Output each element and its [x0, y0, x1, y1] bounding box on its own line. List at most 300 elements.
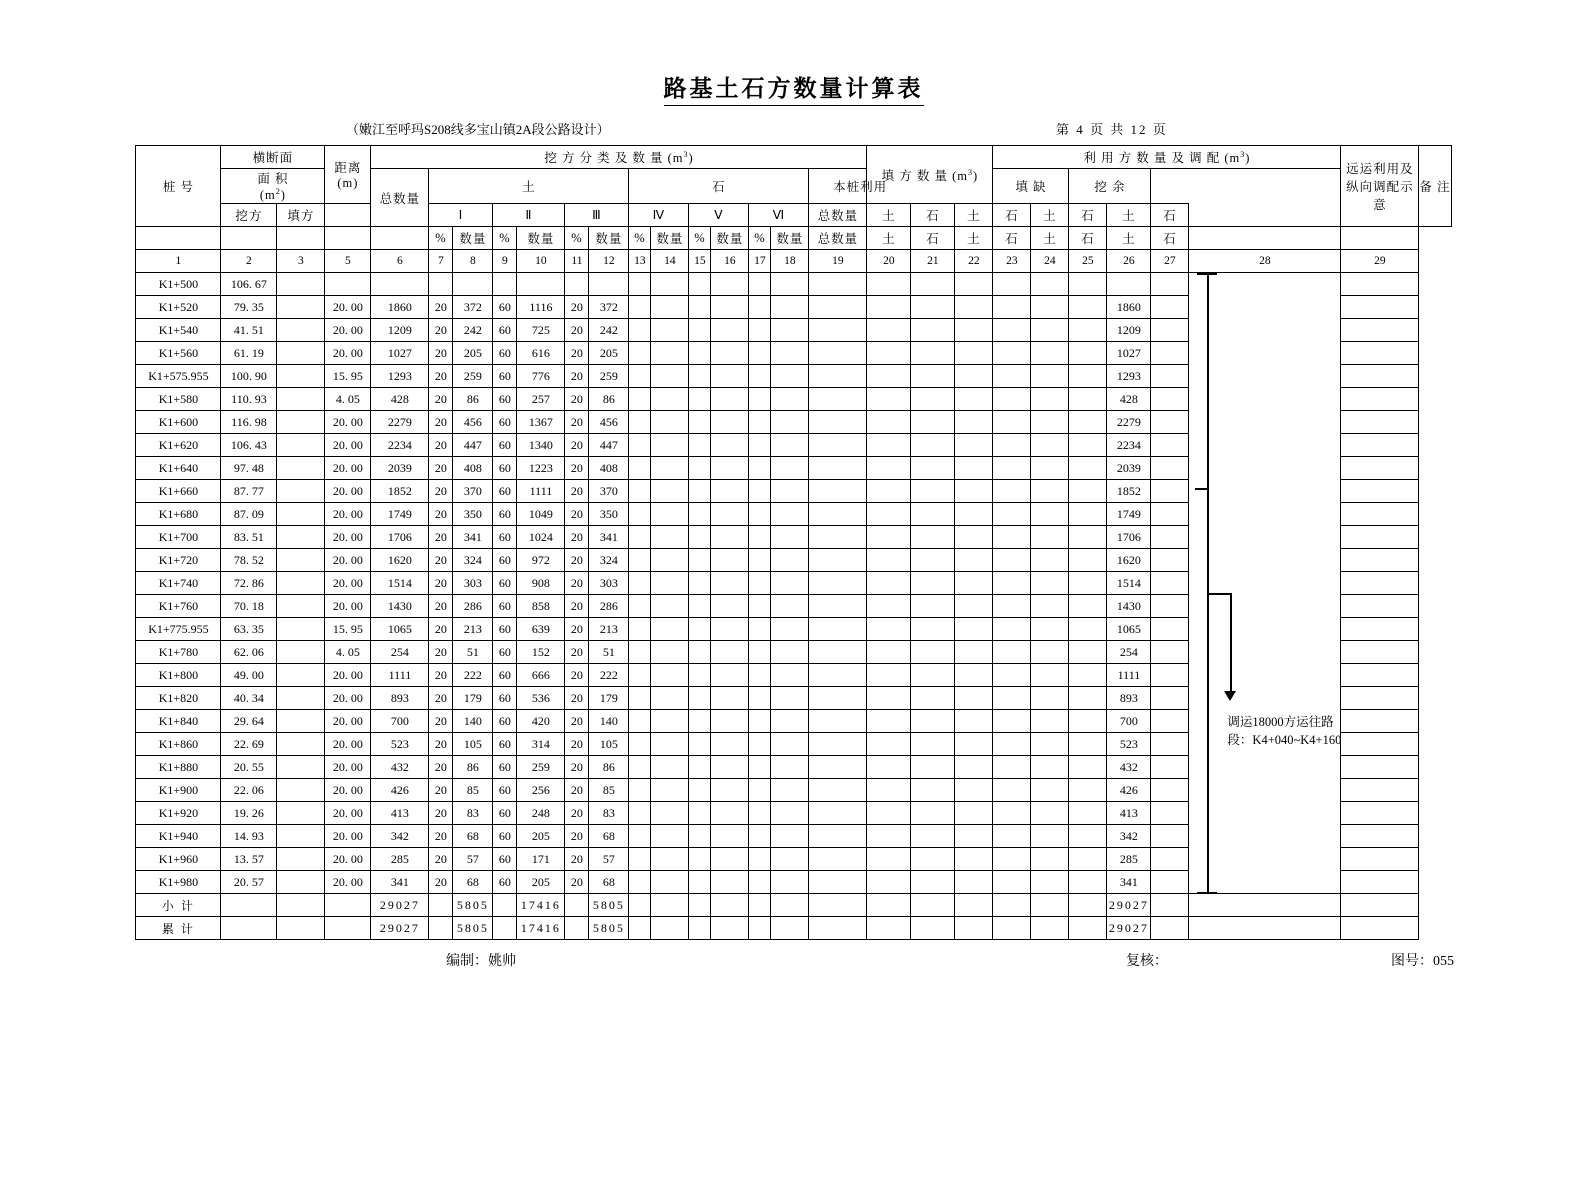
cell-rock-2: [689, 480, 711, 503]
cell-stake: K1+540: [136, 319, 221, 342]
cell-total: 1027: [371, 342, 429, 365]
cell-qty-3: 140: [589, 710, 629, 733]
subtotal-row-dig: [221, 894, 277, 917]
cell-use-2: [1031, 526, 1069, 549]
cell-qty-2: 171: [517, 848, 565, 871]
diagram-branch-tick: [1207, 593, 1231, 595]
cell-surplus-soil: 523: [1107, 733, 1151, 756]
cell-fill-area: [277, 365, 325, 388]
haul-diagram: [1189, 273, 1340, 893]
cell-pct-2: 60: [493, 595, 517, 618]
cell-rock-1: [651, 641, 689, 664]
cell-rock-5: [771, 710, 809, 733]
cell-fill-2: [911, 687, 955, 710]
th-qty-5: 数量: [711, 227, 749, 250]
cell-surplus-soil: 2279: [1107, 411, 1151, 434]
cell-surplus-rock: [1151, 756, 1189, 779]
cell-surplus-rock: [1151, 411, 1189, 434]
cell-use-0: [955, 871, 993, 894]
cell-fill-1: [867, 641, 911, 664]
cell-pct-1: 20: [429, 457, 453, 480]
cell-pct-1: 20: [429, 296, 453, 319]
cell-rock-0: [629, 365, 651, 388]
cell-rock-1: [651, 756, 689, 779]
cell-use-0: [955, 595, 993, 618]
cell-pct-3: 20: [565, 756, 589, 779]
cell-surplus-rock: [1151, 733, 1189, 756]
header-row-1: [136, 146, 1451, 169]
cell-fill-1: [867, 848, 911, 871]
cell-qty-2: 536: [517, 687, 565, 710]
cell-rock-4: [749, 480, 771, 503]
cell-surplus-rock: [1151, 342, 1189, 365]
cell-remark: [1341, 411, 1419, 434]
cell-use-2: [1031, 365, 1069, 388]
cell-use-3: [1069, 411, 1107, 434]
th-pct-4: %: [629, 227, 651, 250]
th-surplus-rock-2: 石: [1151, 227, 1189, 250]
cell-fill-1: [867, 319, 911, 342]
cell-fill-2: [911, 595, 955, 618]
col-number-26: 26: [1107, 250, 1151, 273]
col-number-28: 28: [1189, 250, 1341, 273]
cell-pct-1: 20: [429, 595, 453, 618]
cell-fill-area: [277, 457, 325, 480]
th-remark: 备 注: [1419, 146, 1451, 227]
cell-pct-1: 20: [429, 641, 453, 664]
cell-rock-0: [629, 756, 651, 779]
cell-total: 341: [371, 871, 429, 894]
cell-distance: 20. 00: [325, 710, 371, 733]
cell-qty-3: 372: [589, 296, 629, 319]
cell-rock-4: [749, 756, 771, 779]
subtotal-row-rock-0: [629, 894, 651, 917]
cell-fill-2: [911, 733, 955, 756]
th-soil: 土: [429, 169, 629, 204]
cumulative-row-surplus-soil: 29027: [1107, 917, 1151, 940]
cumulative-row-fill: [277, 917, 325, 940]
cell-fill-0: [809, 273, 867, 296]
cell-fill-area: [277, 411, 325, 434]
cell-rock-5: [771, 848, 809, 871]
th-pct-5: %: [689, 227, 711, 250]
cell-pct-3: 20: [565, 319, 589, 342]
cell-use-3: [1069, 618, 1107, 641]
cell-rock-4: [749, 319, 771, 342]
cell-fill-area: [277, 848, 325, 871]
cell-dig-area: 62. 06: [221, 641, 277, 664]
cell-use-1: [993, 296, 1031, 319]
cell-use-1: [993, 319, 1031, 342]
cell-use-3: [1069, 526, 1107, 549]
diagram-mid-tick: [1195, 488, 1209, 490]
cell-surplus-soil: 1514: [1107, 572, 1151, 595]
cell-pct-1: 20: [429, 526, 453, 549]
cell-fill-1: [867, 411, 911, 434]
cell-pct-2: 60: [493, 434, 517, 457]
cell-distance: 20. 00: [325, 319, 371, 342]
cell-use-3: [1069, 296, 1107, 319]
cell-use-1: [993, 273, 1031, 296]
cell-use-2: [1031, 825, 1069, 848]
cell-fill-area: [277, 756, 325, 779]
cell-stake: K1+940: [136, 825, 221, 848]
cell-rock-1: [651, 457, 689, 480]
cell-dig-area: 13. 57: [221, 848, 277, 871]
cell-stake: K1+840: [136, 710, 221, 733]
cell-rock-4: [749, 411, 771, 434]
cell-rock-0: [629, 549, 651, 572]
cell-use-2: [1031, 411, 1069, 434]
cell-fill-1: [867, 756, 911, 779]
cell-use-3: [1069, 342, 1107, 365]
th-qty-4: 数量: [651, 227, 689, 250]
cell-qty-3: 83: [589, 802, 629, 825]
th-lack-rock: 石: [1069, 204, 1107, 227]
cell-pct-1: 20: [429, 779, 453, 802]
cell-qty-1: 242: [453, 319, 493, 342]
cell-distance: 20. 00: [325, 664, 371, 687]
cell-qty-3: 57: [589, 848, 629, 871]
cumulative-row-use-0: [955, 917, 993, 940]
cell-use-0: [955, 526, 993, 549]
cell-fill-1: [867, 733, 911, 756]
cell-remark: [1341, 526, 1419, 549]
cell-rock-3: [711, 733, 749, 756]
cell-use-1: [993, 480, 1031, 503]
cell-distance: 20. 00: [325, 802, 371, 825]
cell-surplus-rock: [1151, 296, 1189, 319]
cell-rock-5: [771, 296, 809, 319]
cell-total: 1065: [371, 618, 429, 641]
cell-fill-2: [911, 756, 955, 779]
cell-surplus-rock: [1151, 871, 1189, 894]
cell-pct-3: 20: [565, 825, 589, 848]
column-number-row: [136, 250, 1451, 273]
cell-use-1: [993, 710, 1031, 733]
cell-surplus-rock: [1151, 802, 1189, 825]
cell-use-2: [1031, 687, 1069, 710]
cell-fill-area: [277, 802, 325, 825]
cell-rock-5: [771, 273, 809, 296]
cell-qty-1: 85: [453, 779, 493, 802]
col-number-21: 21: [911, 250, 955, 273]
cell-pct-3: 20: [565, 480, 589, 503]
cell-fill-2: [911, 296, 955, 319]
th-empty-stake: [136, 227, 221, 250]
cell-rock-2: [689, 572, 711, 595]
cell-rock-4: [749, 365, 771, 388]
cell-surplus-rock: [1151, 319, 1189, 342]
cell-surplus-rock: [1151, 457, 1189, 480]
cumulative-row-pct3: [565, 917, 589, 940]
cell-stake: K1+520: [136, 296, 221, 319]
cell-surplus-soil: 426: [1107, 779, 1151, 802]
cell-fill-area: [277, 434, 325, 457]
subtotal-row-qty3: 5805: [589, 894, 629, 917]
cell-fill-area: [277, 342, 325, 365]
th-qty-2: 数量: [517, 227, 565, 250]
col-number-7: 7: [429, 250, 453, 273]
th-rock: 石: [629, 169, 809, 204]
cell-use-0: [955, 434, 993, 457]
cell-rock-4: [749, 342, 771, 365]
cell-stake: K1+740: [136, 572, 221, 595]
cell-qty-1: 105: [453, 733, 493, 756]
cell-dig-area: 100. 90: [221, 365, 277, 388]
cell-qty-3: 51: [589, 641, 629, 664]
cell-stake: K1+660: [136, 480, 221, 503]
cell-use-3: [1069, 595, 1107, 618]
cell-pct-3: 20: [565, 503, 589, 526]
cell-rock-1: [651, 526, 689, 549]
cell-pct-1: 20: [429, 549, 453, 572]
cell-distance: 15. 95: [325, 618, 371, 641]
cell-fill-1: [867, 710, 911, 733]
cell-rock-5: [771, 434, 809, 457]
cell-qty-2: 205: [517, 825, 565, 848]
cell-remark: [1341, 388, 1419, 411]
cell-rock-2: [689, 549, 711, 572]
cell-remark: [1341, 641, 1419, 664]
cell-fill-area: [277, 664, 325, 687]
cell-qty-2: 858: [517, 595, 565, 618]
cell-fill-0: [809, 296, 867, 319]
col-number-15: 15: [689, 250, 711, 273]
cell-use-3: [1069, 825, 1107, 848]
cell-pct-3: 20: [565, 802, 589, 825]
header-row-3: [136, 204, 1451, 227]
cell-use-3: [1069, 457, 1107, 480]
cell-pct-2: 60: [493, 825, 517, 848]
cell-use-3: [1069, 802, 1107, 825]
cell-rock-2: [689, 802, 711, 825]
cell-fill-1: [867, 595, 911, 618]
subtotal-row-fill-0: [809, 894, 867, 917]
cell-surplus-soil: 1706: [1107, 526, 1151, 549]
cell-use-2: [1031, 572, 1069, 595]
cell-rock-3: [711, 434, 749, 457]
cell-use-1: [993, 733, 1031, 756]
cell-rock-2: [689, 779, 711, 802]
cell-qty-1: 370: [453, 480, 493, 503]
cell-qty-3: 68: [589, 871, 629, 894]
cell-use-0: [955, 641, 993, 664]
subtotal-row-label: 小 计: [136, 894, 221, 917]
cell-use-1: [993, 779, 1031, 802]
col-number-17: 17: [749, 250, 771, 273]
cell-fill-area: [277, 503, 325, 526]
th-grade-2: Ⅱ: [493, 204, 565, 227]
cell-rock-2: [689, 388, 711, 411]
cell-dig-area: 106. 67: [221, 273, 277, 296]
cell-fill-0: [809, 549, 867, 572]
cell-rock-1: [651, 687, 689, 710]
cell-use-3: [1069, 641, 1107, 664]
cell-fill-2: [911, 549, 955, 572]
cell-rock-1: [651, 480, 689, 503]
cell-qty-1: 51: [453, 641, 493, 664]
cell-rock-2: [689, 503, 711, 526]
cell-remark: [1341, 457, 1419, 480]
cell-fill-0: [809, 434, 867, 457]
cell-surplus-rock: [1151, 825, 1189, 848]
cell-qty-1: 303: [453, 572, 493, 595]
cell-remark: [1341, 503, 1419, 526]
th-qty-6: 数量: [771, 227, 809, 250]
cell-fill-2: [911, 848, 955, 871]
cell-use-3: [1069, 388, 1107, 411]
cell-qty-1: 222: [453, 664, 493, 687]
cell-rock-1: [651, 871, 689, 894]
cell-fill-0: [809, 618, 867, 641]
cell-pct-1: 20: [429, 618, 453, 641]
cell-rock-1: [651, 618, 689, 641]
cell-pct-3: 20: [565, 365, 589, 388]
cell-pct-1: 20: [429, 664, 453, 687]
cell-qty-3: 456: [589, 411, 629, 434]
col-number-22: 22: [955, 250, 993, 273]
cell-rock-0: [629, 526, 651, 549]
th-longhaul: 远运利用及纵向调配示意: [1341, 146, 1419, 227]
cell-rock-2: [689, 618, 711, 641]
cell-use-0: [955, 503, 993, 526]
subtotal-row-fill: [277, 894, 325, 917]
cell-use-3: [1069, 710, 1107, 733]
cell-qty-3: 179: [589, 687, 629, 710]
cell-rock-0: [629, 687, 651, 710]
cumulative-row-use-3: [1069, 917, 1107, 940]
cell-total: 1706: [371, 526, 429, 549]
cell-pct-3: 20: [565, 457, 589, 480]
cell-use-2: [1031, 779, 1069, 802]
diagram-top-tick: [1197, 273, 1217, 275]
cell-rock-5: [771, 687, 809, 710]
th-grade-1: Ⅰ: [429, 204, 493, 227]
cumulative-row-pct2: [493, 917, 517, 940]
cumulative-row-use-1: [993, 917, 1031, 940]
longhaul-diagram-cell: [1189, 273, 1341, 894]
cell-use-2: [1031, 710, 1069, 733]
cell-pct-3: 20: [565, 779, 589, 802]
cell-use-1: [993, 342, 1031, 365]
cell-dig-area: 83. 51: [221, 526, 277, 549]
cumulative-row-qty1: 5805: [453, 917, 493, 940]
cell-qty-1: 447: [453, 434, 493, 457]
cell-remark: [1341, 687, 1419, 710]
subtotal-row-use-3: [1069, 894, 1107, 917]
col-number-14: 14: [651, 250, 689, 273]
cell-distance: [325, 273, 371, 296]
cell-pct-2: 60: [493, 572, 517, 595]
cell-use-1: [993, 388, 1031, 411]
subtotal-row-rock-3: [711, 894, 749, 917]
cell-surplus-rock: [1151, 572, 1189, 595]
cell-remark: [1341, 779, 1419, 802]
cell-use-1: [993, 756, 1031, 779]
cell-use-3: [1069, 572, 1107, 595]
col-number-10: 10: [517, 250, 565, 273]
cell-stake: K1+560: [136, 342, 221, 365]
cell-fill-1: [867, 871, 911, 894]
col-number-13: 13: [629, 250, 651, 273]
cell-distance: 4. 05: [325, 388, 371, 411]
cell-rock-4: [749, 618, 771, 641]
cell-qty-3: 408: [589, 457, 629, 480]
cell-remark: [1341, 664, 1419, 687]
subtotal-row: [136, 894, 1451, 917]
cell-stake: K1+620: [136, 434, 221, 457]
cell-fill-area: [277, 687, 325, 710]
th-dig-surplus: 挖 余: [1069, 169, 1151, 204]
cell-use-0: [955, 733, 993, 756]
cell-total: 523: [371, 733, 429, 756]
cell-distance: 20. 00: [325, 503, 371, 526]
cell-fill-2: [911, 319, 955, 342]
cumulative-row-surplus-rock: [1151, 917, 1189, 940]
cell-fill-area: [277, 825, 325, 848]
cell-fill-area: [277, 641, 325, 664]
cell-total: 2279: [371, 411, 429, 434]
cell-qty-3: 286: [589, 595, 629, 618]
cell-rock-3: [711, 572, 749, 595]
th-pct-6: %: [749, 227, 771, 250]
col-number-29: 29: [1341, 250, 1419, 273]
cell-pct-2: 60: [493, 411, 517, 434]
cell-rock-3: [711, 664, 749, 687]
cell-rock-0: [629, 503, 651, 526]
cell-pct-2: 60: [493, 388, 517, 411]
cell-distance: 20. 00: [325, 411, 371, 434]
cell-use-0: [955, 273, 993, 296]
cell-use-1: [993, 572, 1031, 595]
th-self-soil: 土: [955, 204, 993, 227]
cell-rock-1: [651, 503, 689, 526]
cell-use-1: [993, 434, 1031, 457]
cell-rock-2: [689, 342, 711, 365]
cell-fill-0: [809, 664, 867, 687]
cell-use-2: [1031, 664, 1069, 687]
cell-use-0: [955, 365, 993, 388]
cell-fill-area: [277, 871, 325, 894]
cell-total: 254: [371, 641, 429, 664]
cell-qty-3: 242: [589, 319, 629, 342]
cell-qty-1: [453, 273, 493, 296]
cell-pct-3: 20: [565, 388, 589, 411]
cell-pct-3: 20: [565, 549, 589, 572]
cell-qty-1: 456: [453, 411, 493, 434]
cell-fill-area: [277, 733, 325, 756]
subtotal-row-qty2: 17416: [517, 894, 565, 917]
cell-use-1: [993, 871, 1031, 894]
cell-use-3: [1069, 434, 1107, 457]
cell-use-0: [955, 319, 993, 342]
cell-fill-1: [867, 480, 911, 503]
cell-rock-1: [651, 549, 689, 572]
cell-rock-5: [771, 549, 809, 572]
cell-fill-1: [867, 296, 911, 319]
cell-qty-3: 68: [589, 825, 629, 848]
cell-stake: K1+600: [136, 411, 221, 434]
cell-rock-2: [689, 595, 711, 618]
cell-surplus-rock: [1151, 664, 1189, 687]
cell-fill-2: [911, 388, 955, 411]
th-fill-soil: 土: [867, 204, 911, 227]
cell-fill-2: [911, 342, 955, 365]
th-self-rock: 石: [993, 204, 1031, 227]
cell-pct-1: 20: [429, 687, 453, 710]
cell-pct-1: 20: [429, 825, 453, 848]
